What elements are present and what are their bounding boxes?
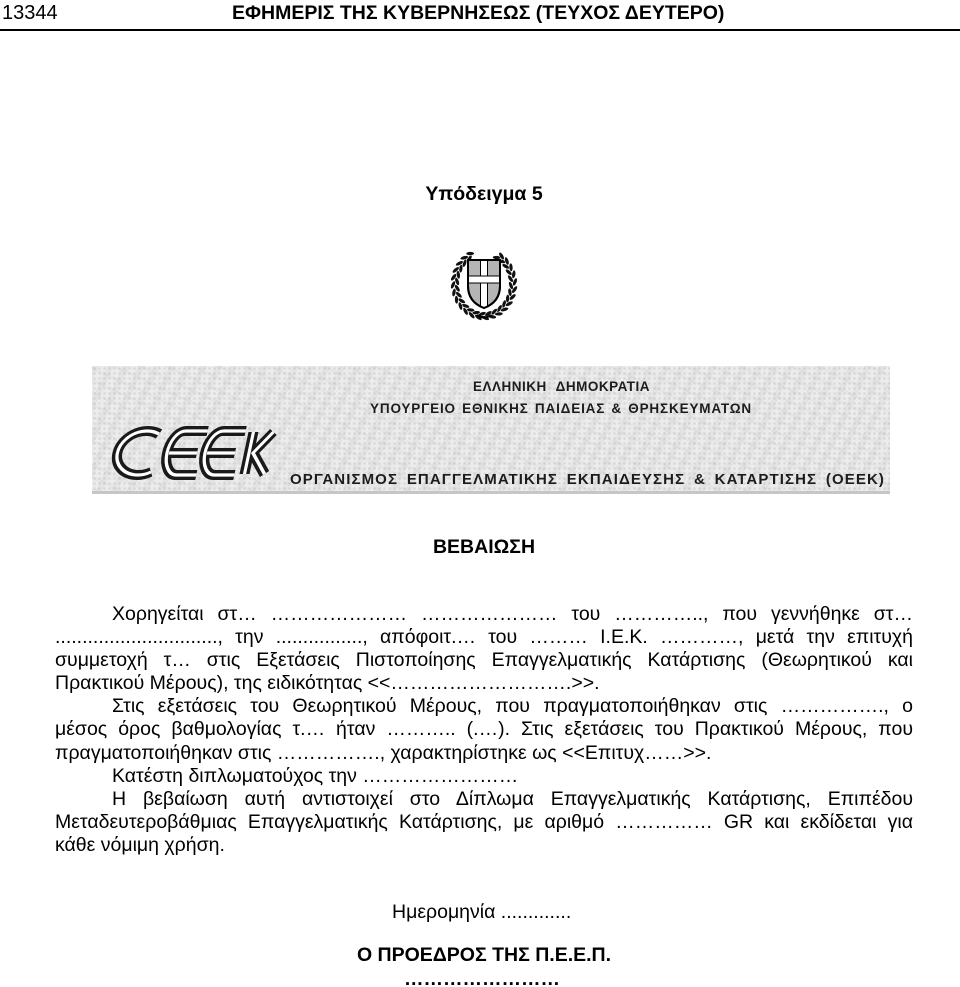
cross-vertical-bar [481,258,488,310]
letterhead-republic: ΕΛΛΗΝΙΚΗ ΔΗΜΟΚΡΑΤΙΑ [473,379,650,394]
template-label: Υπόδειγμα 5 [425,183,543,205]
letterhead-ministry: ΥΠΟΥΡΓΕΙΟ ΕΘΝΙΚΗΣ ΠΑΙΔΕΙΑΣ & ΘΡΗΣΚΕΥΜΑΤΩΝ [370,401,752,416]
text-line: Πρακτικού Μέρους), της ειδικότητας <<……………………….>>. [55,672,600,695]
laurel-leaf [454,295,458,304]
text-line: .............................., την ................, απόφοιτ.… του ……… Ι.Ε.Κ. …………, μετά την επιτυχή [55,626,913,649]
cross-horizontal-bar [466,276,502,283]
document-title: ΒΕΒΑΙΩΣΗ [432,536,536,558]
text-line: Χορηγείται στ… ………………… ………………… του ………….., που γεννήθηκε στ… [112,603,913,625]
signature-line: …………………… [404,968,560,987]
certificate-body [55,603,913,857]
signatory-title: Ο ΠΡΟΕΔΡΟΣ ΤΗΣ Π.Ε.Ε.Π. [356,944,612,966]
logo-lettering [113,431,274,475]
text-line: Μεταδευτεροβάθμιας Επαγγελματικής Κατάρτισης, με αριθμό …………… GR και εκδίδεται για [55,810,913,833]
text-line: συμμετοχή τ… στις Εξετάσεις Πιστοποίησης Επαγγελματικής Κατάρτισης (Θεωρητικού και [55,649,913,672]
laurel-leaf [494,312,503,316]
page-number: 13344 [2,2,58,24]
letterhead-organization: ΟΡΓΑΝΙΣΜΟΣ ΕΠΑΓΓΕΛΜΑΤΙΚΗΣ ΕΚΠΑΙΔΕΥΣΗΣ & ΚΑΤΑΡΤΙΣΗΣ (ΟΕΕΚ) [290,471,885,488]
oeek-logo [100,420,280,486]
text-line: κάθε νόμιμη χρήση. [55,833,225,856]
letterhead [92,366,890,494]
gazette-title: ΕΦΗΜΕΡΙΣ ΤΗΣ ΚΥΒΕΡΝΗΣΕΩΣ (ΤΕΥΧΟΣ ΔΕΥΤΕΡΟ) [232,2,725,24]
text-line: πραγματοποιήθηκαν στις ……………., χαρακτηρίστηκε ως <<Επιτυχ……>>. [55,741,712,764]
laurel-leaf [466,252,474,256]
date-label: Ημερομηνία ............. [392,901,572,923]
text-line: μέσος όρος βαθμολογίας τ.… ήταν ……….. (.…). Στις εξετάσεις του Πρακτικού Μέρους, που [55,718,913,741]
text-line: Η βεβαίωση αυτή αντιστοιχεί στο Δίπλωμα Επαγγελματικής Κατάρτισης, Επιπέδου [112,787,913,810]
greek-coat-of-arms-icon [448,244,520,324]
text-line: Στις εξετάσεις του Θεωρητικού Μέρους, που πραγματοποιήθηκαν στις ……………., ο [112,695,913,718]
header-rule [0,29,960,31]
text-line: Κατέστη διπλωματούχος την …………………… [112,764,519,787]
